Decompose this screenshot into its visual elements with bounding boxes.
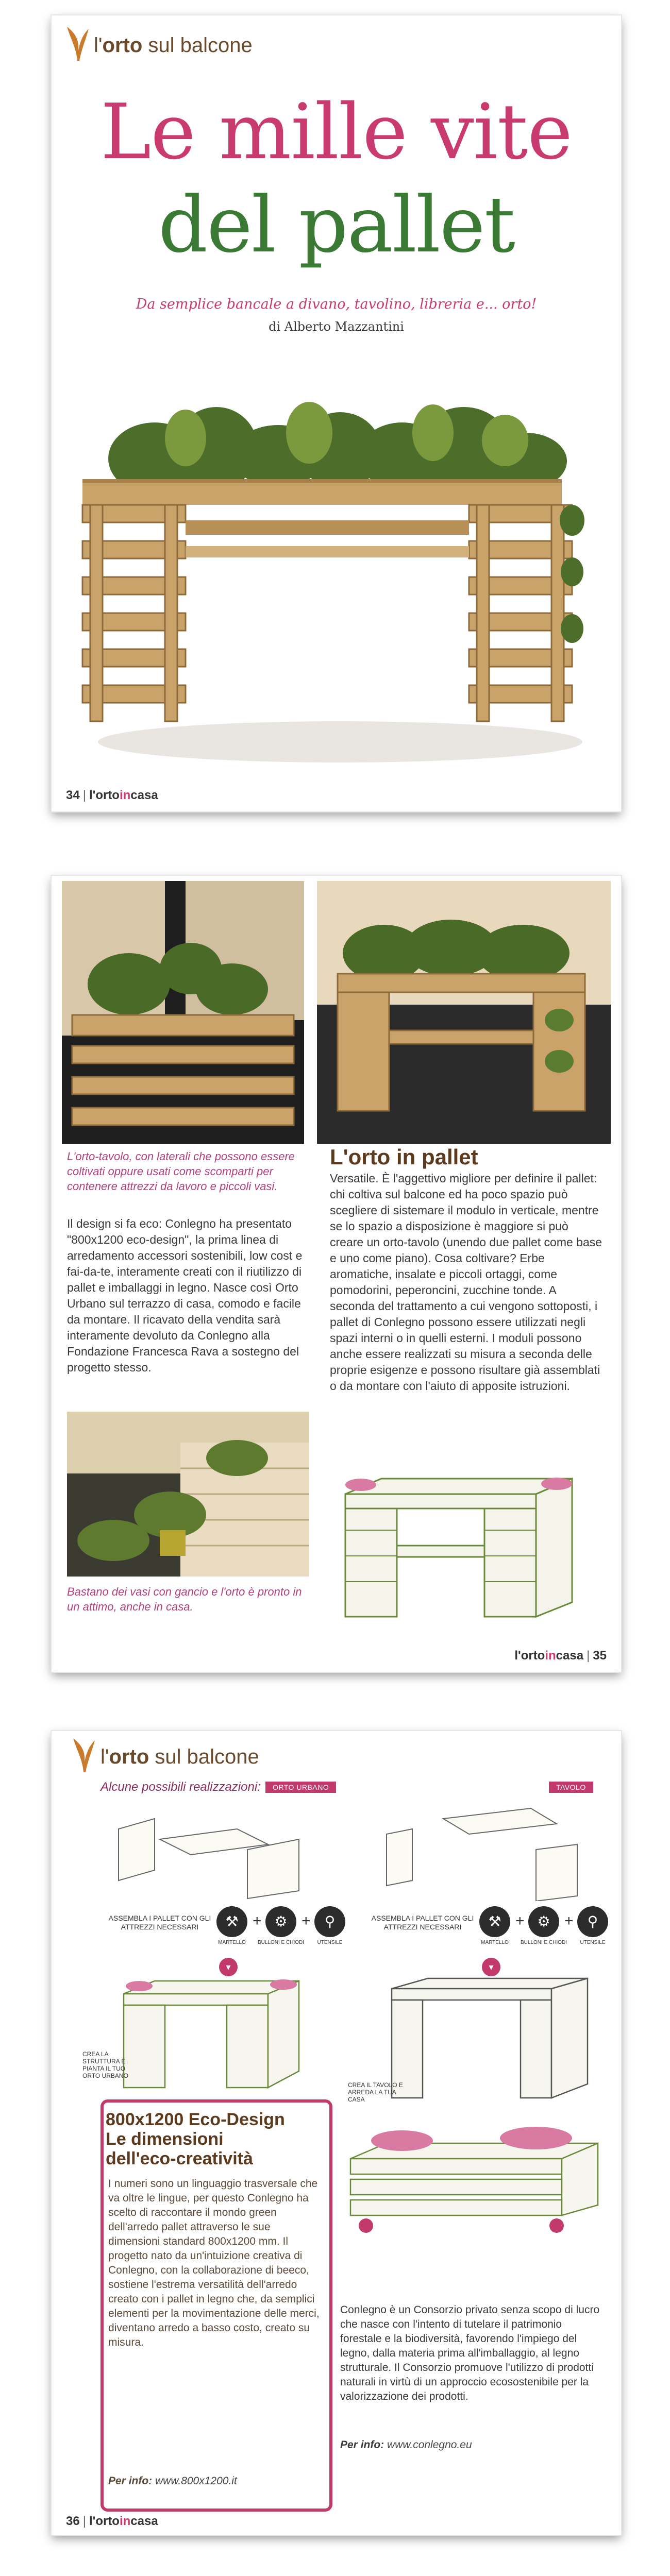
page-34 — [52, 15, 621, 811]
step-assemble-left: ASSEMBLA I PALLET CON GLI ATTREZZI NECESSARI — [108, 1914, 211, 1931]
illustration-tavolo-built — [381, 1973, 598, 2102]
label-drill: UTENSILE — [317, 1940, 343, 1945]
intro-heading: Alcune possibili realizzazioni: — [100, 1780, 261, 1794]
conlegno-info-link[interactable]: www.conlegno.eu — [387, 2439, 472, 2451]
page-35 — [52, 876, 621, 1672]
article-body-left: Il design si fa eco: Conlegno ha presentato "800x1200 eco-design", la prima linea di arredamento accessori sostenibili, low cost e fai-da-te, interamente creati con il riutilizzo di pallet e imballaggi in legno. Nasce così Orto Urbano sul terrazzo di casa, comodo e facile da montare. Il ricavato della vendita sarà interamente devoluto da Conlegno alla Fondazione Francesca Rava a sostegno del progetto stesso. — [67, 1217, 303, 1374]
step-arrow-right: ▾ — [482, 1958, 500, 1976]
article-subtitle: Da semplice bancale a divano, tavolino, libreria e... orto! — [136, 296, 537, 312]
label-drill: UTENSILE — [580, 1940, 606, 1945]
article-author: di Alberto Mazzantini — [269, 319, 404, 334]
page-footer: 34 | l'ortoincasa — [66, 788, 158, 802]
drill-icon: ⚲ — [314, 1906, 345, 1937]
section-rubric: l'orto sul balcone — [94, 34, 253, 57]
illustration-pallets-loose-right — [381, 1803, 588, 1901]
photo-orto-tavolo-exhibit — [62, 881, 304, 1144]
step-orto-label: CREA LA STRUTTURA E PIANTA IL TUO ORTO URBANO — [82, 2050, 128, 2079]
box-info-link[interactable]: www.800x1200.it — [155, 2475, 237, 2487]
illustration-pallet-sofa — [340, 2123, 608, 2267]
section-rubric: l'orto sul balcone — [100, 1745, 259, 1768]
article-body-right: Versatile. È l'aggettivo migliore per definire il pallet: chi coltiva sul balcone ed ha poco spazio può scegliere di sistemare il modulo in verticale, mentre se lo spazio a disposizione è maggiore si può creare un orto-tavolo (unendo due pallet come base e uno come piano). Cosa coltivare? Erbe aromatiche, insalate e piccoli ortaggi, come pomodorini, peperoncini, zucchine tonde. A seconda del trattamento a cui vengono sottoposti, i pallet di Conlegno possono essere utilizzati negli spazi interni o in quelli esterni. I moduli possono anche essere realizzati su misura a seconda delle proprie esigenze e possono risultare già assemblati o da montare con l'aiuto di apposite istruzioni. — [330, 1172, 602, 1393]
step-arrow-left: ▾ — [219, 1958, 238, 1976]
nails-icon: ⚙ — [265, 1906, 296, 1937]
label-hammer: MARTELLO — [481, 1940, 509, 1945]
step-assemble-right: ASSEMBLA I PALLET CON GLI ATTREZZI NECESSARI — [371, 1914, 474, 1931]
photo-pots-with-hooks — [67, 1412, 309, 1577]
conlegno-info-line: Per info: www.conlegno.eu — [340, 2439, 472, 2451]
drill-icon: ⚲ — [577, 1906, 608, 1937]
conlegno-body: Conlegno è un Consorzio privato senza scopo di lucro che nasce con l'intento di tutelare il patrimonio forestale e la biodiversità, favorendo l'impiego del legno, dalla materia prima all'imballaggio, al legno strutturale. Il Consorzio promuove l'utilizzo di prodotti naturali in virtù di un approccio ecosostenibile per la valorizzazione dei prodotti. — [340, 2304, 600, 2402]
label-hammer: MARTELLO — [218, 1940, 246, 1945]
photo-caption-top: L'orto-tavolo, con laterali che possono essere coltivati oppure usati come scomparti per contenere attrezzi da lavoro e piccoli vasi. — [67, 1150, 295, 1193]
photo-caption-bottom: Bastano dei vasi con gancio e l'orto è pronto in un attimo, anche in casa. — [67, 1585, 302, 1613]
box-title-line1: 800x1200 Eco-Design — [106, 2110, 285, 2129]
box-title-line2: Le dimensioni — [106, 2129, 224, 2149]
box-info-line: Per info: www.800x1200.it — [108, 2475, 237, 2487]
box-title-line3: dell'eco-creatività — [106, 2149, 253, 2168]
step-tavolo-label: CREA IL TAVOLO E ARREDA LA TUA CASA — [348, 2081, 403, 2103]
page-footer: l'ortoincasa | 35 — [514, 1649, 607, 1663]
page-36: l'orto sul balcone Alcune possibili realizzazioni: ORTO URBANO TAVOLO ASSEMBLA I PALLET CON GLI ATTREZZI NECESSARI ⚒ + ⚙ + ⚲ MARTELLO BULLONI E CHIODI UTENSILE ▾ CREA LA STRUTTURA E PIANTA IL TUO ORTO URBANO ASSEMBLA I PALLET CON GLI ATTREZZI NECESSARI ⚒ + ⚙ + ⚲ MARTELLO BULLONI E CHIODI UTENSILE ▾ CREA IL TAVOLO E ARREDA LA TUA CASA 800x1200 Eco-Design Le dimensioni dell'eco-creatività I numeri sono un linguaggio trasversale che va oltre le lingue, per questo Conlegno ha scelto di raccontare il mondo green dell'arredo pallet attraverso le sue dimensioni standard 800x1200 mm. Il progetto nato da un'intuizione creativa di Conlegno, con la collaborazione di beeco, sostiene l'estrema versatilità dell'arredo creato con i pallet in legno che, da semplici elementi per la movimentazione delle merci, diventano arredo a basso costo, creato su misura. Per info: www.800x1200.it Conlegno è un Consorzio privato senza scopo di lucro che nasce con l'intento di tutelare il patrimonio forestale e la biodiversità, favorendo l'impiego del legno, dalla materia prima all'imballaggio, al legno strutturale. Il Consorzio promuove l'utilizzo di prodotti naturali in virtù di un approccio ecosostenibile per la valorizzazione dei prodotti. Per info: www.conlegno.eu 36 | l'ortoincasa — [52, 1731, 621, 2535]
article-title-line1: Le mille vite — [100, 88, 572, 176]
sprout-logo-icon — [72, 1736, 96, 1773]
page-footer: 36 | l'ortoincasa — [66, 2514, 158, 2528]
illustration-pallet-orto — [330, 1473, 598, 1633]
article-title-line2: del pallet — [158, 180, 514, 270]
nails-icon: ⚙ — [528, 1906, 559, 1937]
label-nails: BULLONI E CHIODI — [257, 1940, 305, 1945]
section-heading: L'orto in pallet — [330, 1145, 478, 1169]
tag-tavolo: TAVOLO — [549, 1782, 593, 1793]
box-body-text: I numeri sono un linguaggio trasversale che va oltre le lingue, per questo Conlegno ha scelto di raccontare il mondo green dell'arredo pallet attraverso le sue dimensioni standard 800x1200 mm. Il progetto nato da un'intuizione creativa di Conlegno, con la collaborazione di beeco, sostiene l'estrema versatilità dell'arredo creato con i pallet in legno che, da semplici elementi per la movimentazione delle merci, diventano arredo a basso costo, creato su misura. — [108, 2178, 320, 2348]
photo-orto-tavolo-side — [317, 881, 611, 1144]
tag-orto-urbano: ORTO URBANO — [265, 1782, 336, 1793]
illustration-pallets-loose-left — [113, 1808, 309, 1901]
hammer-icon: ⚒ — [216, 1906, 247, 1937]
hero-photo-pallet-garden — [62, 350, 611, 773]
sprout-logo-icon — [66, 25, 90, 62]
label-nails: BULLONI E CHIODI — [520, 1940, 567, 1945]
hammer-icon: ⚒ — [479, 1906, 510, 1937]
illustration-orto-urbano-built — [113, 1973, 309, 2092]
